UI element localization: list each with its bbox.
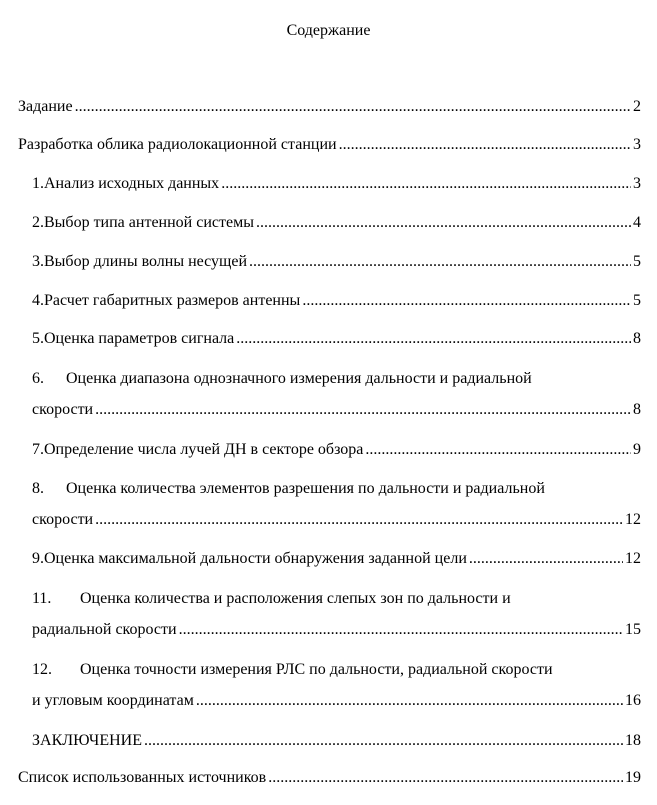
toc-page-number: 19 (625, 769, 641, 786)
toc-entry[interactable] (32, 660, 641, 711)
toc-entry-text: Оценка количества элементов разрешения по дальности и радиальной (66, 480, 545, 497)
toc-entry[interactable] (32, 252, 641, 272)
dot-leader (339, 135, 631, 155)
dot-leader (221, 174, 631, 194)
toc-entry-number: 7. (32, 441, 44, 458)
toc-entry[interactable] (32, 369, 641, 420)
toc-page-number: 3 (633, 175, 641, 192)
toc-page-number: 8 (633, 330, 641, 347)
toc-entry-text: Расчет габаритных размеров антенны (44, 292, 301, 309)
toc-entry-number: 9. (32, 550, 44, 567)
dot-leader (469, 549, 623, 569)
toc-entry-text: Список использованных источников (18, 769, 267, 786)
toc-entry-number: 12. (32, 661, 52, 678)
toc-page-number: 18 (625, 732, 641, 749)
toc-entry-text: Анализ исходных данных (44, 175, 220, 192)
toc-entry[interactable] (32, 589, 641, 640)
toc-page-number: 3 (633, 136, 641, 153)
toc-entry-text: Оценка максимальной дальности обнаружения заданной цели (44, 550, 467, 567)
dot-leader (268, 768, 623, 788)
dot-leader (236, 329, 631, 349)
toc-page-number: 15 (625, 621, 641, 638)
toc-entry-text-continued: скорости (32, 401, 94, 418)
toc-page-number: 4 (633, 214, 641, 231)
toc-entry[interactable] (18, 768, 641, 788)
toc-entry[interactable] (32, 731, 641, 751)
toc-page-number: 5 (633, 292, 641, 309)
toc-page-number: 5 (633, 253, 641, 270)
toc-entry-number: 1. (32, 175, 44, 192)
toc-page-number: 8 (633, 401, 641, 418)
toc-entry[interactable] (32, 213, 641, 233)
dot-leader (302, 291, 631, 311)
toc-page-number: 12 (625, 511, 641, 528)
toc-entry[interactable] (32, 174, 641, 194)
toc-entry-number: 4. (32, 292, 44, 309)
dot-leader (95, 400, 631, 420)
toc-entry[interactable] (32, 549, 641, 569)
toc-entry-text: ЗАКЛЮЧЕНИЕ (32, 732, 142, 749)
toc-entry[interactable] (18, 135, 641, 155)
toc-entry-text: Выбор длины волны несущей (44, 253, 248, 270)
dot-leader (256, 213, 631, 233)
toc-page-number: 9 (633, 441, 641, 458)
dot-leader (249, 252, 631, 272)
toc-page-number: 16 (625, 692, 641, 709)
toc-entry[interactable] (32, 479, 641, 530)
toc-entry-text-continued: и угловым координатам (32, 692, 194, 709)
toc-entry-text: Выбор типа антенной системы (44, 214, 254, 231)
toc-entry-text: Оценка диапазона однозначного измерения дальности и радиальной (66, 370, 532, 387)
toc-page-number: 2 (633, 98, 641, 115)
toc-entry-number: 6. (32, 370, 44, 387)
toc-entry-text: Определение числа лучей ДН в секторе обзора (44, 441, 364, 458)
toc-entry-text-continued: радиальной скорости (32, 621, 177, 638)
toc-entry-number: 5. (32, 330, 44, 347)
toc-entry-text-continued: скорости (32, 511, 94, 528)
toc-entry-text: Задание (18, 98, 73, 115)
toc-entry-text: Разработка облика радиолокационной станции (18, 136, 337, 153)
toc-entry-number: 11. (32, 590, 52, 607)
toc-entry-number: 3. (32, 253, 44, 270)
toc-entry-number: 2. (32, 214, 44, 231)
toc-entry-number: 8. (32, 480, 44, 497)
toc-entry[interactable] (32, 329, 641, 349)
toc-entry-text: Оценка количества и расположения слепых зон по дальности и (80, 590, 511, 607)
dot-leader (144, 731, 623, 751)
dot-leader (196, 691, 623, 711)
toc-title: Содержание (286, 22, 371, 39)
toc-page-number: 12 (625, 550, 641, 567)
toc-entry-text: Оценка точности измерения РЛС по дальности, радиальной скорости (80, 661, 553, 678)
toc-entry[interactable] (18, 97, 641, 117)
dot-leader (75, 97, 631, 117)
dot-leader (95, 510, 623, 530)
dot-leader (365, 440, 631, 460)
dot-leader (179, 620, 623, 640)
toc-entry[interactable] (32, 440, 641, 460)
toc-entry[interactable] (32, 291, 641, 311)
toc-entry-text: Оценка параметров сигнала (44, 330, 235, 347)
